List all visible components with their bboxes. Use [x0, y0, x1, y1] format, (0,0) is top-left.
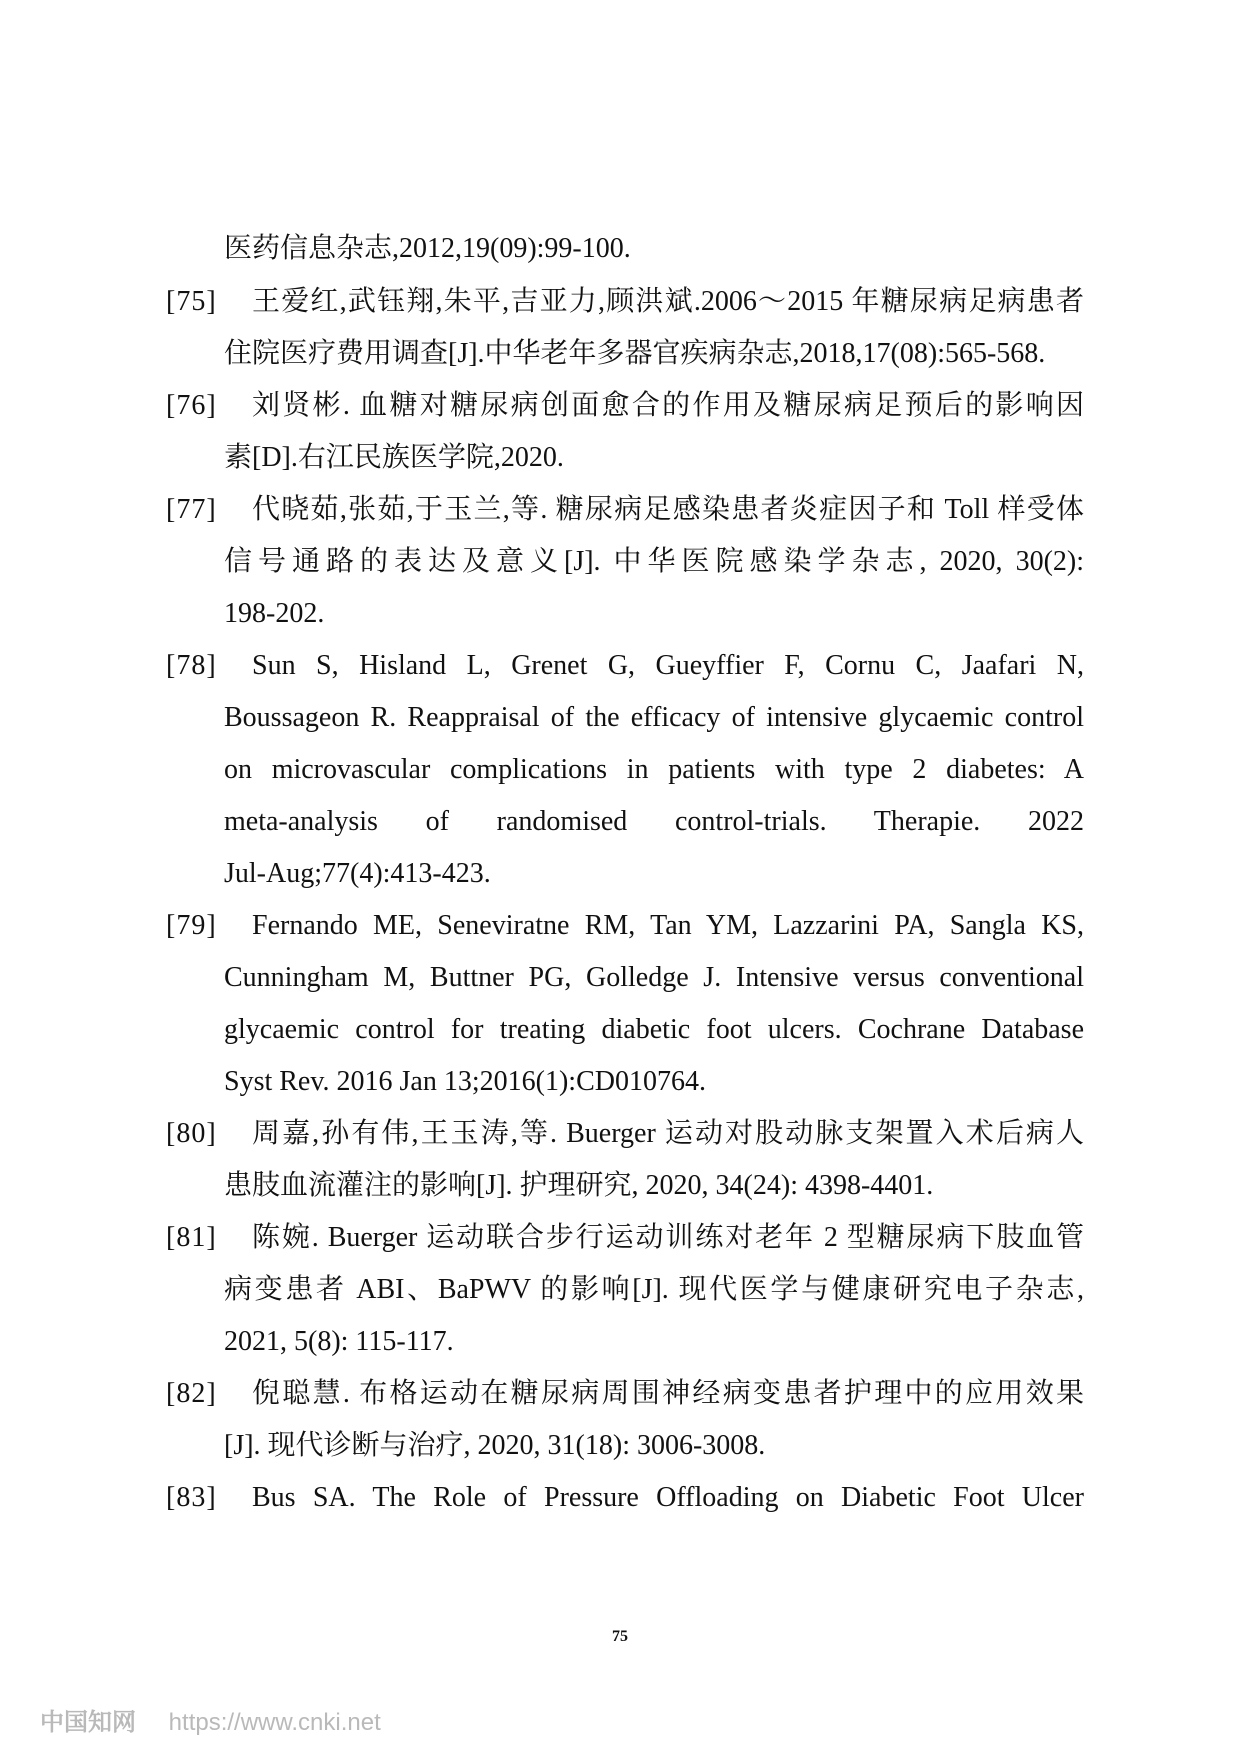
reference-text: Fernando ME, Seneviratne RM, Tan YM, Lazzarini PA, Sangla KS,: [252, 910, 1084, 941]
reference-text: 陈婉. Buerger 运动联合步行运动训练对老年 2 型糖尿病下肢血管: [252, 1222, 1084, 1253]
reference-number: [76]: [166, 390, 217, 421]
reference-text: on microvascular complications in patients with type 2 diabetes: A: [224, 754, 1084, 785]
reference-75: [0, 282, 1240, 322]
watermark-brand: 中国知网: [40, 1709, 136, 1736]
reference-text: 代晓茹,张茹,于玉兰,等. 糖尿病足感染患者炎症因子和 Toll 样受体: [252, 494, 1084, 525]
reference-text: 住院医疗费用调查[J].中华老年多器官疾病杂志,2018,17(08):565-568.: [224, 338, 1046, 369]
reference-text: 信号通路的表达及意义[J]. 中华医院感染学杂志, 2020, 30(2):: [224, 546, 1084, 577]
reference-text: Bus SA. The Role of Pressure Offloading on Diabetic Foot Ulcer: [252, 1482, 1084, 1513]
reference-line: [0, 1062, 1240, 1102]
reference-line: [0, 750, 1240, 790]
reference-81: [0, 1218, 1240, 1258]
reference-83: [0, 1478, 1240, 1518]
reference-number: [83]: [166, 1482, 217, 1513]
reference-line: [0, 854, 1240, 894]
reference-number: [82]: [166, 1378, 217, 1409]
reference-text: Syst Rev. 2016 Jan 13;2016(1):CD010764.: [224, 1066, 706, 1097]
reference-text: glycaemic control for treating diabetic foot ulcers. Cochrane Database: [224, 1014, 1084, 1045]
reference-text: [J]. 现代诊断与治疗, 2020, 31(18): 3006-3008.: [224, 1430, 766, 1461]
reference-text: 医药信息杂志,2012,19(09):99-100.: [224, 233, 631, 264]
reference-text: Boussageon R. Reappraisal of the efficacy of intensive glycaemic control: [224, 702, 1084, 733]
reference-line: [0, 1426, 1240, 1466]
reference-line: [0, 1010, 1240, 1050]
reference-text: 王爱红,武钰翔,朱平,吉亚力,顾洪斌.2006～2015 年糖尿病足病患者: [252, 286, 1084, 317]
reference-line: [0, 1166, 1240, 1206]
reference-text: 2021, 5(8): 115-117.: [224, 1326, 454, 1357]
reference-text: 患肢血流灌注的影响[J]. 护理研究, 2020, 34(24): 4398-4401.: [224, 1170, 934, 1201]
reference-continuation-line: [0, 229, 1240, 269]
reference-77: [0, 490, 1240, 530]
reference-line: [0, 438, 1240, 478]
reference-text: Sun S, Hisland L, Grenet G, Gueyffier F, Cornu C, Jaafari N,: [252, 650, 1084, 681]
reference-line: [0, 594, 1240, 634]
reference-line: [0, 802, 1240, 842]
reference-text: 素[D].右江民族医学院,2020.: [224, 442, 564, 473]
reference-line: [0, 1270, 1240, 1310]
reference-number: [78]: [166, 650, 217, 681]
reference-number: [77]: [166, 494, 217, 525]
reference-line: [0, 1322, 1240, 1362]
reference-78: [0, 646, 1240, 686]
reference-text: Jul-Aug;77(4):413-423.: [224, 858, 491, 889]
reference-80: [0, 1114, 1240, 1154]
reference-76: [0, 386, 1240, 426]
reference-number: [75]: [166, 286, 217, 317]
reference-82: [0, 1374, 1240, 1414]
watermark: [40, 1702, 381, 1737]
reference-text: meta-analysis of randomised control-trials. Therapie. 2022: [224, 806, 1084, 837]
reference-number: [81]: [166, 1222, 217, 1253]
reference-text: 倪聪慧. 布格运动在糖尿病周围神经病变患者护理中的应用效果: [252, 1378, 1084, 1409]
reference-line: [0, 958, 1240, 998]
reference-text: Cunningham M, Buttner PG, Golledge J. Intensive versus conventional: [224, 962, 1084, 993]
reference-line: [0, 698, 1240, 738]
page-number: 75: [612, 1628, 628, 1645]
reference-line: [0, 334, 1240, 374]
watermark-url: https://www.cnki.net: [168, 1709, 381, 1736]
reference-text: 刘贤彬. 血糖对糖尿病创面愈合的作用及糖尿病足预后的影响因: [252, 390, 1084, 421]
reference-number: [80]: [166, 1118, 217, 1149]
reference-text: 周嘉,孙有伟,王玉涛,等. Buerger 运动对股动脉支架置入术后病人: [252, 1118, 1084, 1149]
reference-text: 198-202.: [224, 598, 325, 629]
reference-79: [0, 906, 1240, 946]
reference-number: [79]: [166, 910, 217, 941]
reference-text: 病变患者 ABI、BaPWV 的影响[J]. 现代医学与健康研究电子杂志,: [224, 1274, 1084, 1305]
reference-line: [0, 542, 1240, 582]
